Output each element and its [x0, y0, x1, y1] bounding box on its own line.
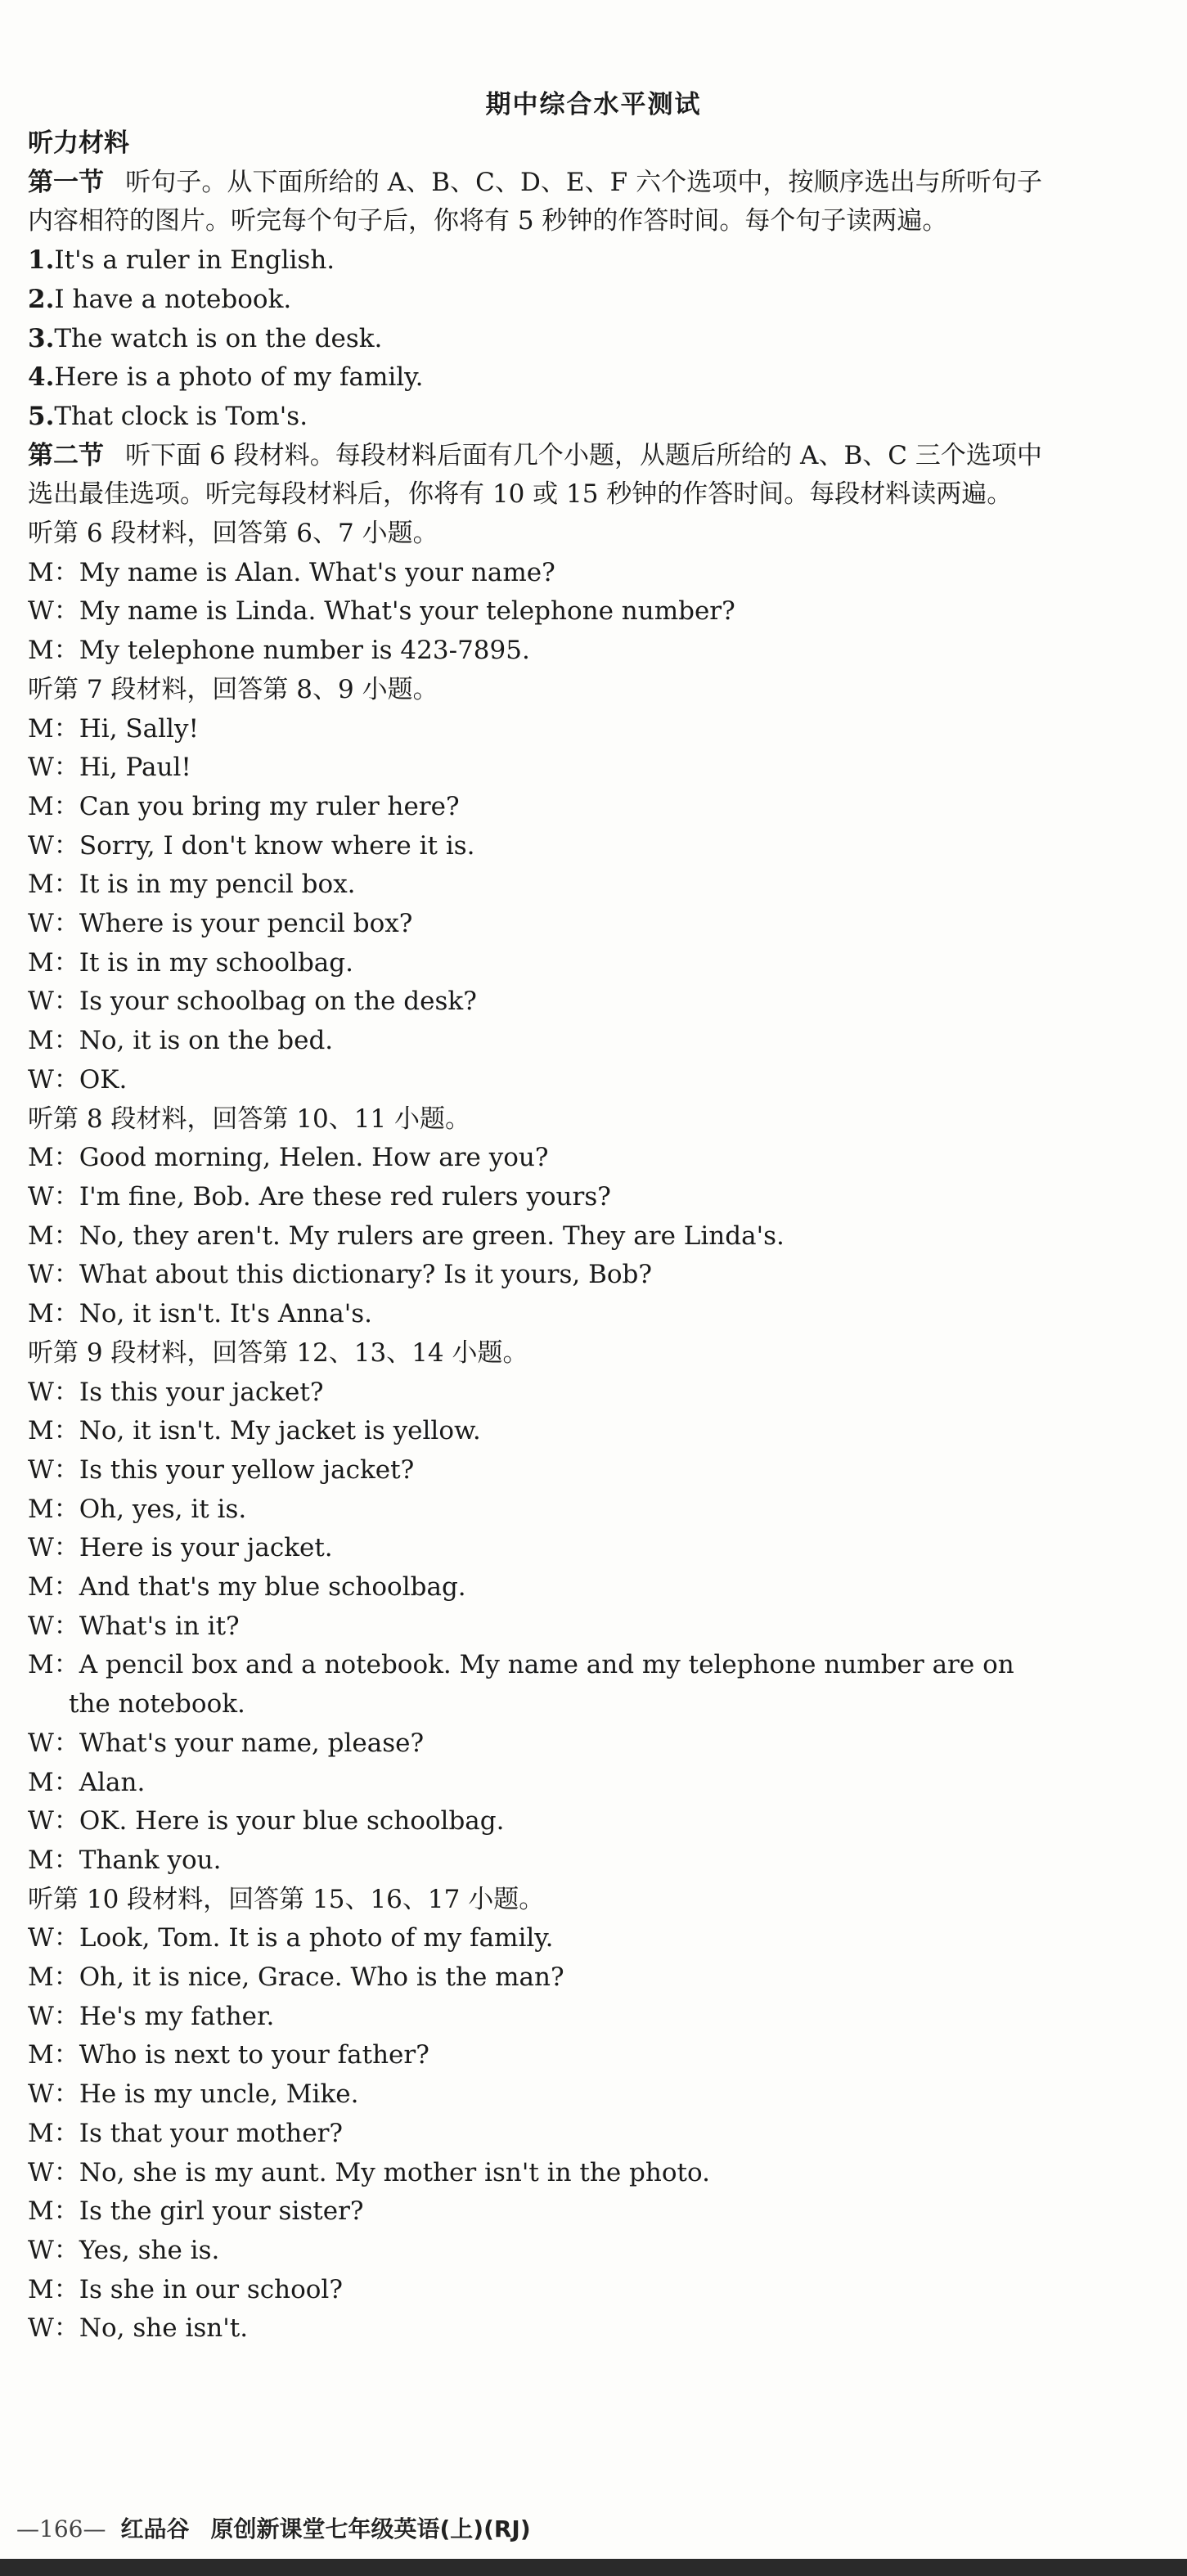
speaker-label: W：: [28, 830, 79, 861]
dialogue-text: Is this your jacket?: [79, 1377, 324, 1407]
dialogue-line: [28, 592, 1042, 632]
dialogue-text: Is your schoolbag on the desk?: [79, 987, 477, 1017]
speaker-label: M：: [28, 1845, 79, 1875]
dialogue-line: [28, 1451, 1042, 1490]
dialogue-line: [28, 982, 1042, 1022]
speaker-label: M：: [28, 1299, 79, 1329]
speaker-label: M：: [28, 1416, 79, 1446]
sentence-number: 3.: [28, 323, 55, 353]
dialogue-text: What about this dictionary? Is it yours, Bob?: [79, 1260, 652, 1290]
sentence-number: 5.: [28, 401, 55, 431]
page-number: —166—: [16, 2515, 106, 2542]
dialogue-line: [28, 2036, 1042, 2075]
dialogue-line: [28, 1022, 1042, 1061]
speaker-label: M：: [28, 1221, 79, 1251]
sentence-text: The watch is on the desk.: [54, 323, 383, 353]
speaker-label: M：: [28, 1026, 79, 1056]
speaker-label: M：: [28, 1767, 79, 1797]
dialogue-text: Can you bring my ruler here?: [79, 791, 460, 821]
dialogue-text: No, they aren't. My rulers are green. They are Linda's.: [79, 1221, 785, 1251]
dialogue-line: [28, 1061, 1042, 1100]
sentence-item: [28, 358, 1042, 398]
dialogue-line: [28, 1217, 1042, 1257]
dialogue-line: [28, 710, 1042, 749]
sentence-item: [28, 320, 1042, 359]
dialogue-text: No, she isn't.: [79, 2313, 249, 2344]
speaker-label: M：: [28, 636, 79, 666]
dialogue-line: [28, 554, 1042, 593]
dialogue-text: Yes, she is.: [79, 2235, 220, 2265]
dialogue-line: [28, 632, 1042, 671]
segment-heading: 听第 9 段材料，回答第 12、13、14 小题。: [28, 1337, 528, 1368]
speaker-label: M：: [28, 1494, 79, 1524]
dialogue-line: [28, 749, 1042, 788]
dialogue-text: He's my father.: [79, 2001, 275, 2031]
dialogue-line: [28, 1802, 1042, 1841]
speaker-label: W：: [28, 753, 79, 783]
dialogue-line: [28, 1412, 1042, 1451]
speaker-label: W：: [28, 1064, 79, 1095]
dialogue-line: [28, 2192, 1042, 2232]
dialogue-text: No, she is my aunt. My mother isn't in the photo.: [79, 2157, 710, 2187]
sentence-number: 4.: [28, 362, 55, 393]
speaker-label: M：: [28, 791, 79, 821]
speaker-label: W：: [28, 1806, 79, 1836]
speaker-label: W：: [28, 987, 79, 1017]
dialogue-line: [28, 905, 1042, 944]
bottom-edge-bar: [0, 2559, 1187, 2576]
dialogue-line: [28, 1568, 1042, 1607]
speaker-label: W：: [28, 2313, 79, 2344]
dialogue-line: [28, 1841, 1042, 1881]
sentence-item: [28, 281, 1042, 320]
dialogue-text: And that's my blue schoolbag.: [79, 1572, 466, 1603]
speaker-label: W：: [28, 1377, 79, 1407]
speaker-label: M：: [28, 557, 79, 587]
dialogue-line: [28, 2232, 1042, 2271]
speaker-label: M：: [28, 2118, 79, 2148]
speaker-label: M：: [28, 1650, 79, 1680]
segment-heading: 听第 7 段材料，回答第 8、9 小题。: [28, 674, 438, 704]
dialogue-line: [28, 1724, 1042, 1764]
dialogue-line: [28, 1529, 1042, 1568]
dialogue-text: It is in my schoolbag.: [79, 947, 353, 978]
book-title: 原创新课堂七年级英语(上)(RJ): [210, 2515, 531, 2542]
dialogue-text: Here is your jacket.: [79, 1533, 333, 1563]
dialogue-text: Is she in our school?: [79, 2274, 343, 2304]
dialogue-line: [28, 1373, 1042, 1413]
dialogue-text: Who is next to your father?: [79, 2040, 429, 2070]
dialogue-text: What's your name, please?: [79, 1728, 425, 1758]
speaker-label: M：: [28, 713, 79, 744]
speaker-label: W：: [28, 596, 79, 627]
dialogue-text: OK. Here is your blue schoolbag.: [79, 1806, 505, 1836]
dialogue-text: My name is Alan. What's your name?: [79, 557, 555, 587]
part2-instruction-text: 听下面 6 段材料。每段材料后面有几个小题，从题后所给的 A、B、C 三个选项中选出最佳选项。听完每段材料后，你将有 10 或 15 秒钟的作答时间。每段材料读两遍。: [28, 440, 1042, 510]
sentence-item: [28, 241, 1042, 281]
dialogue-line: [28, 2075, 1042, 2115]
speaker-label: M：: [28, 870, 79, 900]
dialogue-text: Is that your mother?: [79, 2118, 344, 2148]
speaker-label: W：: [28, 1260, 79, 1290]
speaker-label: W：: [28, 1533, 79, 1563]
segment-heading: 听第 8 段材料，回答第 10、11 小题。: [28, 1104, 471, 1134]
speaker-label: M：: [28, 1143, 79, 1173]
speaker-label: W：: [28, 2157, 79, 2187]
dialogue-line: [28, 2154, 1042, 2193]
dialogue-text: No, it isn't. My jacket is yellow.: [79, 1416, 481, 1446]
dialogue-line: [28, 1998, 1042, 2037]
speaker-label: M：: [28, 2196, 79, 2227]
dialogue-text: Hi, Paul!: [79, 753, 191, 783]
dialogue-line: [28, 865, 1042, 905]
dialogue-line: [28, 788, 1042, 827]
dialogue-line: [28, 1139, 1042, 1178]
dialogue-text: My telephone number is 423-7895.: [79, 636, 530, 666]
part1-instruction-text: 听句子。从下面所给的 A、B、C、D、E、F 六个选项中，按顺序选出与所听句子内容相符的图片。听完每个句子后，你将有 5 秒钟的作答时间。每个句子读两遍。: [28, 167, 1042, 236]
dialogue-line: [28, 1178, 1042, 1217]
sentence-text: I have a notebook.: [54, 284, 292, 314]
speaker-label: W：: [28, 1181, 79, 1212]
dialogue-text: Is the girl your sister?: [79, 2196, 364, 2227]
dialogue-text: Where is your pencil box?: [79, 909, 413, 939]
speaker-label: M：: [28, 947, 79, 978]
speaker-label: W：: [28, 1923, 79, 1953]
speaker-label: M：: [28, 1572, 79, 1603]
sentence-number: 1.: [28, 245, 55, 276]
speaker-label: M：: [28, 1962, 79, 1993]
segment-heading: 听第 6 段材料，回答第 6、7 小题。: [28, 519, 438, 549]
dialogue-line: [28, 2271, 1042, 2310]
dialogue-text: No, it is on the bed.: [79, 1026, 334, 1056]
dialogue-text: Good morning, Helen. How are you?: [79, 1143, 549, 1173]
speaker-label: W：: [28, 2235, 79, 2265]
part1-instruction: [28, 164, 1042, 241]
dialogue-text: Thank you.: [79, 1845, 222, 1875]
dialogue-text: A pencil box and a notebook. My name and my telephone number are on the notebook.: [69, 1650, 1014, 1720]
page-content: [28, 124, 1042, 2349]
speaker-label: W：: [28, 2001, 79, 2031]
listening-segments: [28, 515, 1042, 2349]
dialogue-text: Look, Tom. It is a photo of my family.: [79, 1923, 554, 1953]
dialogue-line: [28, 827, 1042, 866]
segment-heading: 听第 10 段材料，回答第 15、16、17 小题。: [28, 1884, 545, 1914]
dialogue-line: [28, 944, 1042, 983]
dialogue-text: Oh, it is nice, Grace. Who is the man?: [79, 1962, 564, 1993]
dialogue-text: He is my uncle, Mike.: [79, 2079, 359, 2110]
speaker-label: W：: [28, 909, 79, 939]
sentence-text: That clock is Tom's.: [54, 401, 308, 431]
dialogue-text: Hi, Sally!: [79, 713, 199, 744]
dialogue-line: [28, 1490, 1042, 1530]
sentence-number: 2.: [28, 284, 55, 314]
dialogue-text: No, it isn't. It's Anna's.: [79, 1299, 373, 1329]
dialogue-line: [28, 2309, 1042, 2349]
part1-label: 第一节: [28, 167, 105, 197]
dialogue-text: Alan.: [79, 1767, 146, 1797]
sentence-list: [28, 241, 1042, 437]
dialogue-line: [28, 1256, 1042, 1295]
speaker-label: W：: [28, 1454, 79, 1485]
dialogue-text: Sorry, I don't know where it is.: [79, 830, 475, 861]
dialogue-text: It is in my pencil box.: [79, 870, 356, 900]
sentence-text: Here is a photo of my family.: [54, 362, 424, 393]
speaker-label: W：: [28, 1611, 79, 1641]
part2-label: 第二节: [28, 440, 105, 470]
dialogue-text: Oh, yes, it is.: [79, 1494, 247, 1524]
part2-instruction: [28, 437, 1042, 515]
dialogue-line: [28, 1958, 1042, 1998]
speaker-label: W：: [28, 2079, 79, 2110]
dialogue-line: [28, 1295, 1042, 1334]
page-title: 期中综合水平测试: [485, 90, 702, 119]
dialogue-line: [28, 2115, 1042, 2154]
sentence-text: It's a ruler in English.: [54, 245, 335, 276]
dialogue-line: [28, 1764, 1042, 1803]
section-heading: 听力材料: [28, 128, 129, 158]
dialogue-text: My name is Linda. What's your telephone number?: [79, 596, 735, 627]
speaker-label: W：: [28, 1728, 79, 1758]
dialogue-text: OK.: [79, 1064, 128, 1095]
sentence-item: [28, 398, 1042, 437]
dialogue-text: What's in it?: [79, 1611, 240, 1641]
speaker-label: M：: [28, 2274, 79, 2304]
page-footer: [16, 2511, 531, 2544]
dialogue-text: I'm fine, Bob. Are these red rulers yours?: [79, 1181, 611, 1212]
publisher-brand: 红品谷: [120, 2515, 190, 2542]
dialogue-text: Is this your yellow jacket?: [79, 1454, 415, 1485]
speaker-label: M：: [28, 2040, 79, 2070]
dialogue-line: [28, 1646, 1042, 1724]
dialogue-line: [28, 1607, 1042, 1647]
dialogue-line: [28, 1919, 1042, 1958]
